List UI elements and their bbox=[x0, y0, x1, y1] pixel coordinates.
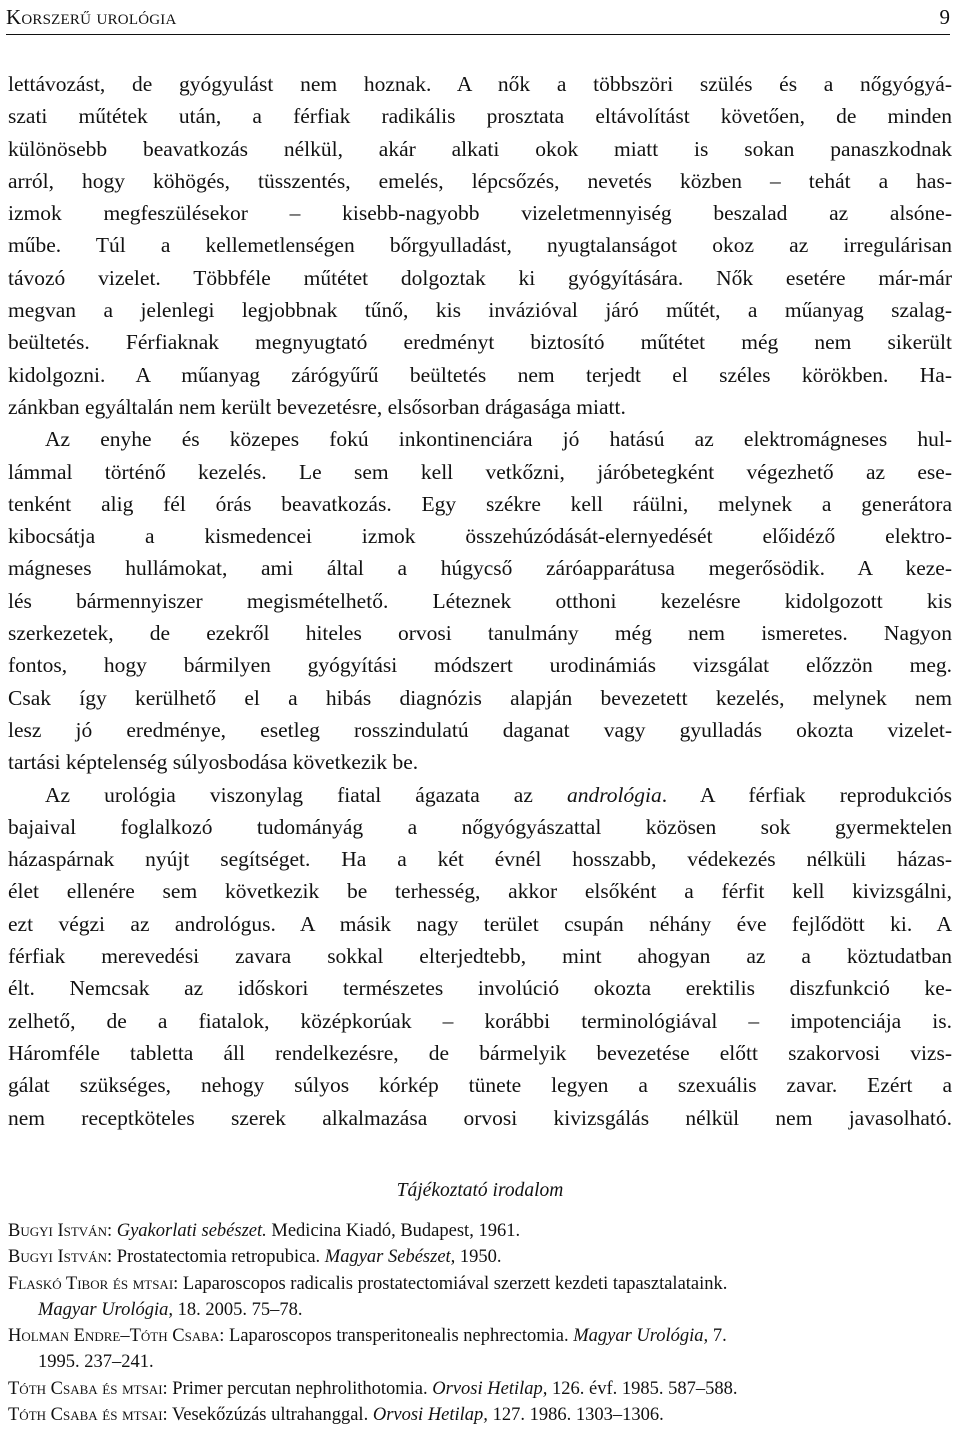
text-line: tartási képtelenség súlyosbodása következik be. bbox=[8, 750, 419, 775]
reference-author: Flaskó Tibor és mtsai: bbox=[8, 1273, 179, 1294]
reference-author: Tóth Csaba és mtsai: bbox=[8, 1378, 168, 1399]
reference-source: Gyakorlati sebészet. bbox=[116, 1221, 267, 1241]
text-line: zánkban egyáltalán nem került bevezetésre, elsősorban drágasága miatt. bbox=[8, 394, 626, 419]
text-line: fontos, hogy bármilyen gyógyítási módszert urodinámiás vizsgálat előzzön meg. bbox=[8, 653, 952, 678]
body-text bbox=[8, 68, 952, 1134]
text-line: élet ellenére sem következik be terhesség, akkor elsőként a férfit kell kivizsgálni, bbox=[8, 879, 952, 904]
reference-source: Magyar Urológia, bbox=[573, 1326, 709, 1347]
text-line: tenként alig fél órás beavatkozás. Egy székre kell ráülni, melynek a generátora bbox=[8, 491, 952, 516]
text-line: zelhető, de a fiatalok, középkorúak – korábbi terminológiával – impotenciája is. bbox=[8, 1008, 952, 1033]
reference-item bbox=[8, 1402, 952, 1428]
page-number: 9 bbox=[939, 5, 950, 29]
text-line: ezt végzi az andrológus. A másik nagy terület csupán néhány éve fejlődött ki. A bbox=[8, 911, 952, 936]
reference-text: Primer percutan nephrolithotomia. bbox=[167, 1378, 433, 1399]
reference-text: 18. 2005. 75–78. bbox=[172, 1299, 303, 1320]
references-list bbox=[8, 1218, 952, 1428]
reference-author: Bugyi István: bbox=[8, 1247, 113, 1268]
text-line: bajaival foglalkozó tudományág a nőgyógyászattal közösen sok gyermektelen bbox=[8, 814, 952, 839]
text-line: szati műtétek után, a férfiak radikális prosztata eltávolítást követően, de minden bbox=[8, 104, 952, 129]
text-line: arról, hogy köhögés, tüsszentés, emelés, lépcsőzés, nevetés közben – tehát a has- bbox=[8, 168, 952, 193]
text-fragment: . A férfiak reprodukciós bbox=[661, 782, 952, 807]
reference-item bbox=[8, 1271, 952, 1324]
text-line: megvan a jelenlegi legjobbnak tűnő, kis invázióval járó műtét, a műanyag szalag- bbox=[8, 298, 952, 323]
reference-text: Medicina Kiadó, Budapest, 1961. bbox=[266, 1221, 521, 1241]
reference-source: Magyar Urológia, bbox=[38, 1299, 173, 1320]
text-line: lés bármennyiszer megismételhető. Léteznek otthoni kezelésre kidolgozott kis bbox=[8, 588, 952, 613]
reference-item bbox=[8, 1244, 952, 1270]
text-line: Csak így kerülhető el a hibás diagnózis alapján bevezetett kezelés, melynek nem bbox=[8, 685, 952, 710]
reference-item bbox=[8, 1376, 952, 1402]
text-line: távozó vizelet. Többféle műtétet dolgoztak ki gyógyítására. Nők esetére már-már bbox=[8, 265, 952, 290]
term-andrologia: andrológia bbox=[566, 782, 662, 807]
reference-text: 7. bbox=[708, 1326, 727, 1347]
text-line: házaspárnak nyújt segítséget. Ha a két évnél hosszabb, védekezés nélküli házas- bbox=[8, 847, 952, 872]
text-line: Háromféle tabletta áll rendelkezésre, de bármelyik bevezetése előtt szakorvosi vizs- bbox=[8, 1040, 952, 1065]
reference-text: 127. 1986. 1303–1306. bbox=[487, 1405, 664, 1426]
reference-line bbox=[8, 1402, 952, 1428]
reference-author: Tóth Csaba és mtsai: bbox=[8, 1405, 168, 1426]
reference-source: Orvosi Hetilap, bbox=[372, 1405, 488, 1426]
running-title: Korszerű urológia bbox=[6, 5, 177, 29]
reference-text: Laparoscopos radicalis prostatectomiával szerzett kezdeti tapasztalataink. bbox=[178, 1273, 728, 1294]
text-line: nem receptköteles szerek alkalmazása orvosi kivizsgálás nélkül nem javasolható. bbox=[8, 1105, 952, 1130]
reference-text: 1995. 237–241. bbox=[38, 1352, 154, 1373]
reference-line bbox=[8, 1244, 952, 1270]
reference-line bbox=[8, 1271, 952, 1297]
text-line: gálat szükséges, nehogy súlyos kórkép tünete legyen a szexuális zavar. Ezért a bbox=[8, 1073, 952, 1098]
reference-text: Laparoscopos transperitonealis nephrectomia. bbox=[224, 1326, 574, 1347]
text-line: különösebb beavatkozás nélkül, akár alkati okok miatt is sokan panaszkodnak bbox=[8, 136, 952, 161]
reference-continuation bbox=[8, 1349, 952, 1375]
reference-author: Holman Endre–Tóth Csaba: bbox=[8, 1326, 225, 1347]
running-header bbox=[6, 4, 950, 35]
text-line: lesz jó eredménye, esetleg rosszindulatú daganat vagy gyulladás okozta vizelet- bbox=[8, 717, 952, 742]
text-line: lettávozást, de gyógyulást nem hoznak. A nők a többszöri szülés és a nőgyógyá- bbox=[8, 72, 952, 96]
reference-text: Prostatectomia retropubica. bbox=[112, 1247, 325, 1268]
text-line: kibocsátja a kismedencei izmok összehúzódását-elernyedését előidéző elektro- bbox=[8, 524, 952, 549]
reference-item bbox=[8, 1218, 952, 1244]
text-line: műbe. Túl a kellemetlenségen bőrgyulladást, nyugtalanságot okoz az irregulárisan bbox=[8, 233, 952, 258]
reference-source: Magyar Sebészet, bbox=[324, 1247, 456, 1268]
reference-item bbox=[8, 1323, 952, 1376]
text-line: lámmal történő kezelés. Le sem kell vetkőzni, járóbetegként végezhető az ese- bbox=[8, 459, 952, 484]
text-line: élt. Nemcsak az időskori természetes involúció okozta erektilis diszfunkció ke- bbox=[8, 976, 952, 1001]
reference-author: Bugyi István: bbox=[8, 1221, 113, 1241]
text-line: kidolgozni. A műanyag zárógyűrű beültetés nem terjedt el széles körökben. Ha- bbox=[8, 362, 952, 387]
text-line bbox=[8, 779, 952, 811]
reference-line bbox=[8, 1218, 952, 1244]
reference-continuation bbox=[8, 1297, 952, 1323]
text-line: beültetés. Férfiaknak megnyugtató eredményt biztosító műtétet még nem sikerült bbox=[8, 330, 952, 355]
text-line: férfiak merevedési zavara sokkal elterjedtebb, mint ahogyan az a köztudatban bbox=[8, 944, 952, 969]
text-line: Az enyhe és közepes fokú inkontinenciára jó hatású az elektromágneses hul- bbox=[45, 427, 952, 452]
text-line: szerkezetek, de ezekről hiteles orvosi tanulmány még nem ismeretes. Nagyon bbox=[8, 621, 952, 646]
reference-text: Vesekőzúzás ultrahanggal. bbox=[167, 1405, 373, 1426]
reference-line bbox=[8, 1323, 952, 1349]
reference-line bbox=[8, 1376, 952, 1402]
references-heading: Tájékoztató irodalom bbox=[396, 1180, 564, 1201]
text-line: mágneses hullámokat, ami által a húgycső záróapparátusa megerősödik. A keze- bbox=[8, 556, 952, 581]
reference-source: Orvosi Hetilap, bbox=[432, 1378, 548, 1399]
text-line: izmok megfeszülésekor – kisebb-nagyobb vizeletmennyiség beszalad az alsóne- bbox=[8, 201, 952, 226]
text-fragment: Az urológia viszonylag fiatal ágazata az bbox=[45, 782, 567, 807]
reference-text: 126. évf. 1985. 587–588. bbox=[547, 1378, 738, 1399]
reference-text: 1950. bbox=[455, 1247, 502, 1268]
